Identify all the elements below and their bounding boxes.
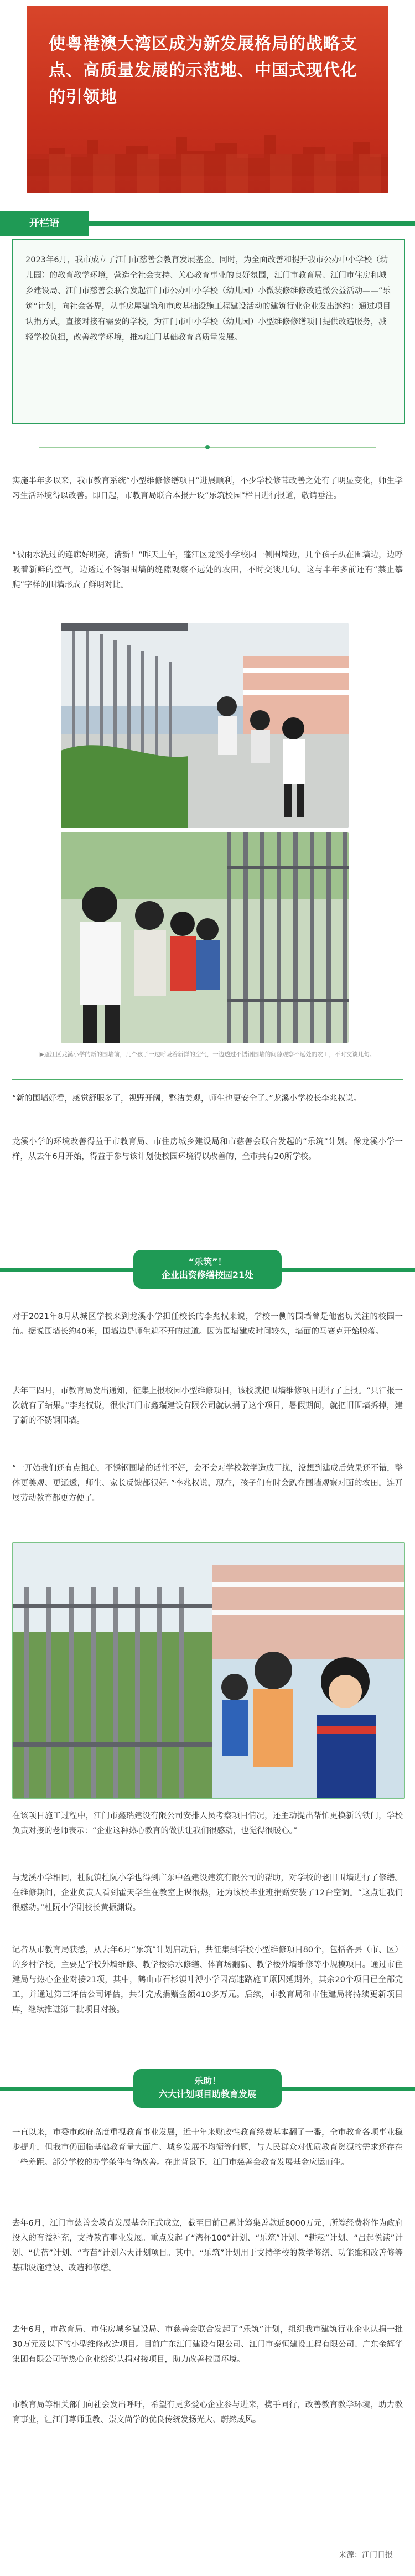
section1-heading: [133, 1250, 282, 1289]
section1-paragraph-1: 对于2021年8月从城区学校来到龙溪小学担任校长的李兆权来说，学校一侧的围墙曾是他密切关注的校园一角。据说围墙长约40米，围墙边是师生遮不开的过道。因为围墙建成时间较久，墙面的马赛克开始脱落。: [12, 1312, 403, 1336]
section1-paragraph-6: 记者从市教育局获悉，从去年6月“乐筑”计划启动后，共征集到学校小型维修项目80个，包括各县（市、区）的乡村学校，主要是学校外墙维修、教学楼涂水修缮、体育场翻新、教学楼外墙维修等小规模项目。通过市住建局与热心企业对接21项，其中，鹤山市石杉镇叶溥小学因高速路施工原因延期外，其余20个项目已全部完工，并通过第三评估公司评估，共计完成捐赠金额410多万元。后续，市教育局和市住建局将持续更新项目库，继续推进第二批项目对接。: [12, 1946, 403, 2014]
photo-children-at-fence-2: [61, 832, 349, 1043]
photo-caption: ▶蓬江区龙溪小学的新的围墙前，几个孩子一边呼吸着新鲜的空气，一边透过不锈钢围墙的间隙观察不远处的农田，不时交谈几句。: [39, 1051, 376, 1058]
section2-paragraph-3: 去年6月，市教育局、市住房城乡建设局、市慈善会联合发起了“乐筑”计划，组织我市建筑行业企业认捐一批30万元及以下的小型维修改造项目。目前广东江门建设有限公司、江门市泰恒建设工程有限公司、广东金辉华集团有限公司等热心企业纷纷认捐对接项目，助力改善校园环境。: [12, 2325, 403, 2364]
lead-box: [12, 239, 405, 424]
section1-paragraph-5: 与龙溪小学相同，杜阮镇杜阮小学也得到广东中盈建设建筑有限公司的帮助，对学校的老旧围墙进行了修缮。在维修期间，企业负责人看到霍天学生在教室上课很热，还为该校毕业班捐赠安装了12台空调。“这点让我们很感动。”杜阮小学副校长黄振渊说。: [12, 1874, 403, 1912]
section1-heading-line2: 企业出资修缮校园21处: [161, 1270, 254, 1280]
section1-paragraph-2: 去年三四月，市教育局发出通知，征集上报校园小型维修项目，该校就把围墙维修项目进行了上报。“只汇报一次就有了结果。”李兆权说，很快江门市鑫瑞建设有限公司就认捐了这个项目，暑假期间，就把旧围墙拆掉，建了新的不锈钢围墙。: [12, 1387, 403, 1425]
section2-heading-line2: 六大计划项目助教育发展: [158, 2089, 256, 2099]
page-title: 使粤港澳大湾区成为新发展格局的战略支点、高质量发展的示范地、中国式现代化的引领地: [49, 34, 357, 107]
intro-paragraph-1: 实施半年多以来，我市教育系统“小型维修修缮项目”进展顺利，不少学校修葺改善之处有了明显变化，师生学习生活环境得以改善。即日起，市教育局联合本报开设“乐筑校园”栏目进行报道，敬请垂注。: [12, 477, 403, 500]
quote-line: [12, 1079, 403, 1080]
intro-paragraph-3: “新的围墙好看，感觉舒服多了，视野开阔，整洁美观，师生也更安全了。”龙溪小学校长李兆权说。: [12, 1094, 362, 1103]
section1-paragraph-4: 在该项目施工过程中，江门市鑫瑞建设有限公司安排人员考察项目情况，还主动提出帮忙更换新的铁门，学校负责对接的老师表示：“企业这种热心教育的做法让我们很感动，也觉得很暖心。”: [12, 1812, 403, 1835]
source-credit: 来源：江门日报: [339, 2551, 393, 2559]
photo-children-at-fence-1: [61, 623, 349, 828]
section1-heading-line1: “乐筑”！: [188, 1256, 227, 1267]
section2-paragraph-4: 市教育局等相关部门向社会发出呼吁，希望有更多爱心企业参与进来，携手同行，改善教育教学环境，助力教育事业，让江门尊师重教、崇文尚学的优良传统发扬光大、蔚然成风。: [12, 2401, 403, 2424]
header-banner: [27, 6, 388, 193]
intro-paragraph-4: 龙溪小学的环境改善得益于市教育局、市住房城乡建设局和市慈善会联合发起的“乐筑”计划。像龙溪小学一样，从去年6月开始，得益于参与该计划使校园环境得以改善的，全市共有20所学校。: [12, 1137, 403, 1161]
section2-paragraph-2: 去年6月，江门市慈善会教育发展基金正式成立，截至目前已累计筹集善款近8000万元，所筹经费将作为政府投入的有益补充，支持教育事业发展。重点发起了“湾杯100”计划、“乐筑”计划、“耕耘”计划、“吕起悦读”计划、“优蓓”计划、“育苗”计划六大计划项目。其中，“乐筑”计划用于支持学校的教学修缮、功能维和改善修等基础设施建设、改造和修缮。: [12, 2219, 403, 2273]
lead-text: 2023年6月，我市成立了江门市慈善会教育发展基金。同时，为全面改善和提升我市公办中小学校（幼儿园）的教育教学环境，营造全社会支持、关心教育事业的良好氛围，江门市教育局、江门市住房和城乡建设局、江门市慈善会联合发起江门市公办中小学校（幼儿园）小微装修维修改造微公益活动——“乐筑”计划，向社会各界，从事房屋建筑和市政基础设施工程建设活动的建筑行业企业发出邀约：通过项目认捐方式，直接对接有需要的学校，为江门市中小学校（幼儿园）小型维修修缮项目提供改造服务，减轻学校负担，改善教学环境，推动江门基础教育高质量发展。: [25, 256, 391, 342]
section2-paragraph-1: 一直以来，市委市政府高度重视教育事业发展，近十年来财政性教育经费基本翻了一番，全市教育各项事业稳步提升，但我市仍面临基础教育量大面广、城乡发展不均衡等问题，与人民群众对优质教育资源的需求还存在一些差距。部分学校的办学条件有待改善。在此背景下，江门市慈善会教育发展基金应运而生。: [12, 2128, 403, 2167]
lead-tag: 开栏语: [0, 211, 89, 236]
divider-dot: [205, 445, 210, 449]
banner-stripe: [27, 154, 388, 193]
photo-students-at-fence: [12, 1542, 405, 1799]
intro-paragraph-2: “被雨水洗过的连廊好明亮，清新！”昨天上午，蓬江区龙溪小学校园一侧围墙边，几个孩子趴在围墙边，边呼吸着新鲜的空气，边透过不锈钢围墙的缝隙观察不远处的农田，不时交谈几句。这与半年多前还有“禁止攀爬”字样的围墙形成了鲜明对比。: [12, 551, 403, 589]
section2-heading: [133, 2069, 282, 2108]
section2-heading-line1: 乐助！: [194, 2076, 221, 2086]
section1-paragraph-3: “一开始我们还有点担心，不锈钢围墙的话性不好，会不会对学校教学造成干扰，没想到建成后效果还不错，整体更美观、更通透，师生、家长反馈都很好。”李兆权说，现在，孩子们有时会趴在围墙观察对面的农田，连开展劳动教育都更方便了。: [12, 1464, 403, 1503]
